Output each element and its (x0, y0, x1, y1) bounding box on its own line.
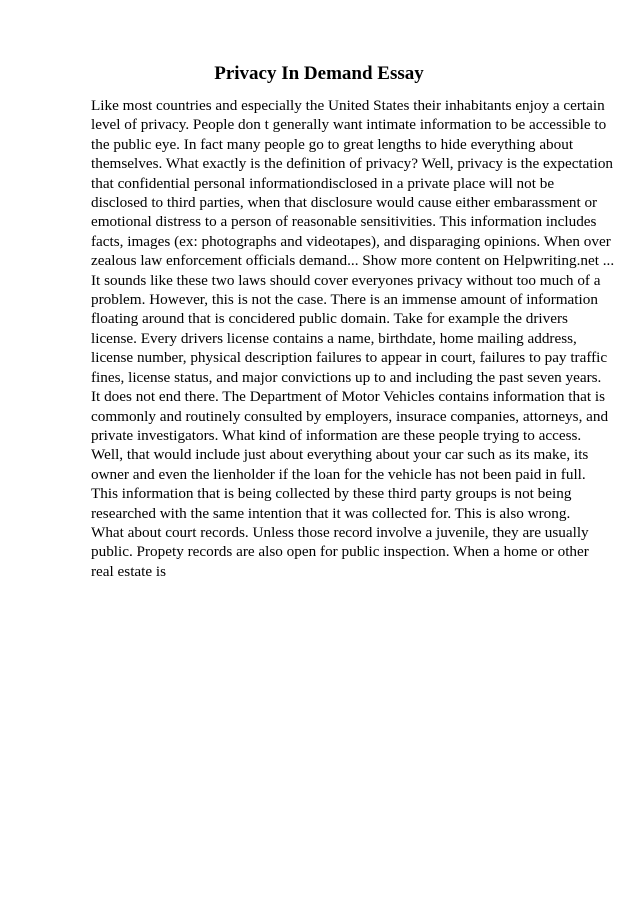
text-line: floating around that is concidered public domain. Take for example the drivers (91, 310, 568, 328)
document-title: Privacy In Demand Essay (214, 63, 424, 84)
text-line: This information that is being collected by these third party groups is not being (91, 485, 572, 503)
essay-body (91, 96, 615, 581)
text-line: commonly and routinely consulted by employers, insurace companies, attorneys, and (91, 407, 609, 425)
text-line: It does not end there. The Department of Motor Vehicles contains information that is (91, 388, 606, 406)
text-line: license. Every drivers license contains a name, birthdate, home mailing address, (91, 329, 577, 347)
text-line: owner and even the lienholder if the loan for the vehicle has not been paid in full. (91, 465, 586, 483)
text-line: problem. However, this is not the case. There is an immense amount of information (91, 291, 598, 309)
text-line: disclosed to third parties, when that disclosure would cause either embarassment or (91, 194, 598, 212)
text-line: level of privacy. People don t generally want intimate information to be accessible to (91, 116, 607, 134)
text-line: Well, that would include just about everything about your car such as its make, its (91, 446, 589, 464)
text-line: license number, physical description failures to appear in court, failures to pay traffic (91, 349, 608, 367)
text-line: real estate is (91, 562, 167, 580)
text-line: What about court records. Unless those record involve a juvenile, they are usually (91, 523, 589, 541)
text-line: public. Propety records are also open for public inspection. When a home or other (91, 543, 589, 561)
text-line: zealous law enforcement officials demand... Show more content on Helpwriting.net ... (91, 252, 615, 270)
text-line: researched with the same intention that it was collected for. This is also wrong. (91, 504, 571, 522)
text-line: themselves. What exactly is the definition of privacy? Well, privacy is the expectation (91, 155, 614, 173)
text-line: emotional distress to a person of reasonable sensitivities. This information includes (91, 213, 597, 231)
text-line: facts, images (ex: photographs and videotapes), and disparaging opinions. When over (91, 232, 611, 250)
text-line: the public eye. In fact many people go to great lengths to hide everything about (91, 135, 574, 153)
text-line: Like most countries and especially the United States their inhabitants enjoy a certain (91, 97, 605, 114)
text-line: that confidential personal informationdisclosed in a private place will not be (91, 174, 555, 192)
text-line: private investigators. What kind of information are these people trying to access. (91, 426, 582, 444)
text-line: fines, license status, and major convictions up to and including the past seven years. (91, 368, 602, 386)
text-line: It sounds like these two laws should cover everyones privacy without too much of a (91, 271, 601, 289)
